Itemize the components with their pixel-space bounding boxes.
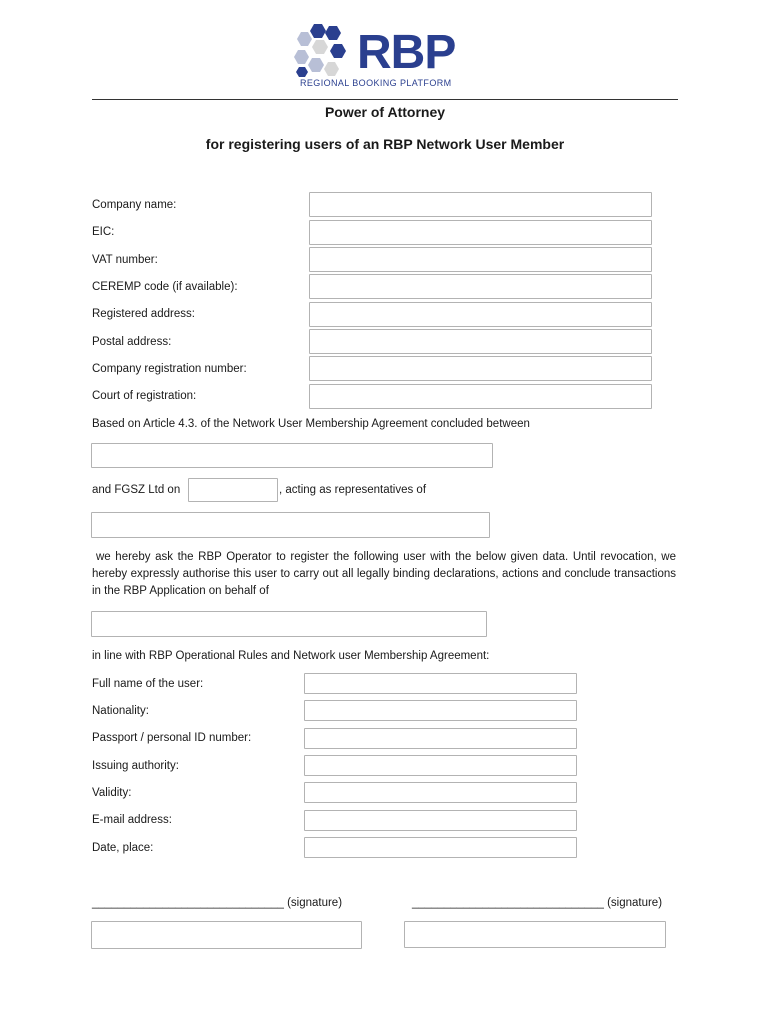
fgsz-suffix-text: , acting as representatives of <box>279 484 427 496</box>
hexagon-cluster-icon <box>292 22 356 78</box>
ceremp-code-label: CEREMP code (if available): <box>92 281 238 293</box>
email-address-label: E-mail address: <box>92 814 172 826</box>
registered-address-field[interactable] <box>309 302 652 327</box>
concluding-party-field[interactable] <box>91 443 493 468</box>
company-registration-number-label: Company registration number: <box>92 363 247 375</box>
full-name-label: Full name of the user: <box>92 678 204 690</box>
postal-address-label: Postal address: <box>92 336 172 348</box>
represented-company-field[interactable] <box>91 611 487 637</box>
validity-field[interactable] <box>304 782 577 803</box>
logo-subtitle: REGIONAL BOOKING PLATFORM <box>300 78 452 88</box>
issuing-authority-label: Issuing authority: <box>92 760 179 772</box>
nationality-label: Nationality: <box>92 705 149 717</box>
eic-label: EIC: <box>92 226 115 238</box>
signature-field-left[interactable] <box>91 921 362 949</box>
header-divider <box>92 99 678 100</box>
logo-wordmark: RBP <box>357 26 456 79</box>
signature-field-right[interactable] <box>404 921 666 948</box>
issuing-authority-field[interactable] <box>304 755 577 776</box>
nationality-field[interactable] <box>304 700 577 721</box>
passport-id-label: Passport / personal ID number: <box>92 732 252 744</box>
company-name-label: Company name: <box>92 199 177 211</box>
court-of-registration-label: Court of registration: <box>92 390 197 402</box>
agreement-text: Based on Article 4.3. of the Network User Membership Agreement concluded between <box>92 418 530 430</box>
request-paragraph: we hereby ask the RBP Operator to register the following user with the below given data. Until revocation, we hereby expressly authorise this user to carry out all legally binding declarations, actions and conclude transactions in the RBP Application on behalf of <box>92 551 676 597</box>
rules-text: in line with RBP Operational Rules and Network user Membership Agreement: <box>92 650 490 662</box>
ceremp-code-field[interactable] <box>309 274 652 299</box>
registered-address-label: Registered address: <box>92 308 195 320</box>
fgsz-prefix-text: and FGSZ Ltd on <box>92 484 181 496</box>
passport-id-field[interactable] <box>304 728 577 749</box>
eic-field[interactable] <box>309 220 652 245</box>
page-subtitle: for registering users of an RBP Network User Member <box>205 136 565 152</box>
postal-address-field[interactable] <box>309 329 652 354</box>
email-address-field[interactable] <box>304 810 577 831</box>
company-registration-number-field[interactable] <box>309 356 652 381</box>
full-name-field[interactable] <box>304 673 577 694</box>
page-title: Power of Attorney <box>324 104 446 120</box>
date-place-label: Date, place: <box>92 842 154 854</box>
vat-number-label: VAT number: <box>92 254 158 266</box>
representatives-field[interactable] <box>91 512 490 538</box>
date-place-field[interactable] <box>304 837 577 858</box>
validity-label: Validity: <box>92 787 132 799</box>
agreement-date-field[interactable] <box>188 478 278 502</box>
signature-line-right: ______________________________ (signature) <box>412 897 663 909</box>
company-name-field[interactable] <box>309 192 652 217</box>
signature-line-left: ______________________________ (signature) <box>92 897 343 909</box>
vat-number-field[interactable] <box>309 247 652 272</box>
court-of-registration-field[interactable] <box>309 384 652 409</box>
